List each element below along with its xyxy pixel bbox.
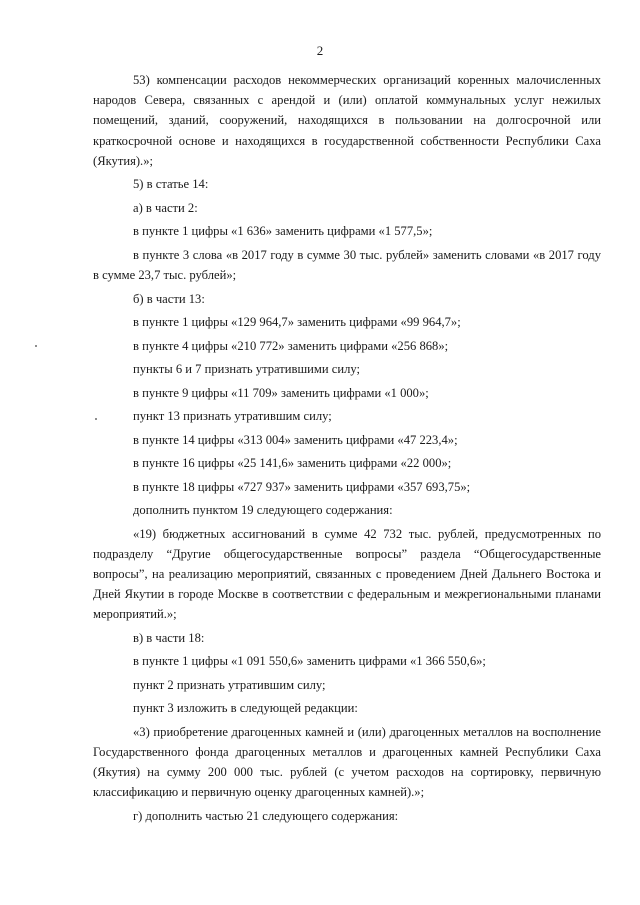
paragraph-part-2: а) в части 2: (133, 200, 198, 215)
paragraph-item-1-part-2: в пункте 1 цифры «1 636» заменить цифрами «1 577,5»; (133, 224, 433, 239)
paragraph-item-3-text: «3) приобретение драгоценных камней и (или) драгоценных металлов на восполнение Государственного фонда драгоценных металлов и драгоценных камней Республики Саха (Якутия) на сумму 200 000 тыс. рублей (с учетом расходов на сортировку, первичную классификацию и первичную оценку драгоценных камней).»; (93, 724, 601, 800)
paragraph-item-2-part-18: пункт 2 признать утратившим силу; (133, 677, 326, 692)
paragraph-item-4-part-13: в пункте 4 цифры «210 772» заменить цифрами «256 868»; (133, 338, 449, 353)
paragraph-item-16: в пункте 16 цифры «25 141,6» заменить цифрами «22 000»; (133, 456, 452, 471)
paragraph-item-3-intro: пункт 3 изложить в следующей редакции: (133, 701, 358, 716)
scan-speck (35, 345, 37, 347)
scan-speck (95, 418, 97, 420)
paragraph-53-compensation: 53) компенсации расходов некоммерческих организаций коренных малочисленных народов Севера, связанных с арендой и (или) оплатой коммунальных услуг нежилых помещений, зданий, сооружений, находящихся в пользовании на долгосрочной или краткосрочной основе и находящихся в государственной собственности Республики Саха (Якутия).»; (93, 73, 601, 168)
paragraph-item-1-part-18: в пункте 1 цифры «1 091 550,6» заменить цифрами «1 366 550,6»; (133, 654, 486, 669)
paragraph-item-18: в пункте 18 цифры «727 937» заменить цифрами «357 693,75»; (133, 479, 471, 494)
document-body (93, 70, 601, 829)
paragraph-add-part-21: г) дополнить частью 21 следующего содержания: (133, 808, 399, 823)
paragraph-item-9: в пункте 9 цифры «11 709» заменить цифрами «1 000»; (133, 385, 429, 400)
paragraph-part-13: б) в части 13: (133, 291, 205, 306)
paragraph-item-1-part-13: в пункте 1 цифры «129 964,7» заменить цифрами «99 964,7»; (133, 315, 461, 330)
page-number: 2 (316, 43, 324, 58)
paragraph-items-6-7: пункты 6 и 7 признать утратившими силу; (133, 362, 361, 377)
paragraph-item-19-text: «19) бюджетных ассигнований в сумме 42 732 тыс. рублей, предусмотренных по подразделу “Другие общегосударственные вопросы” раздела “Общегосударственные вопросы”, на реализацию мероприятий, связанных с проведением Дней Дальнего Востока и Дней Якутии в городе Москве в соответствии с федеральным и межрегиональными планами мероприятий.»; (93, 526, 601, 622)
paragraph-add-item-19: дополнить пунктом 19 следующего содержания: (133, 503, 393, 518)
paragraph-part-18: в) в части 18: (133, 630, 205, 645)
paragraph-item-13: пункт 13 признать утратившим силу; (133, 409, 332, 424)
paragraph-article-14: 5) в статье 14: (133, 177, 209, 192)
paragraph-item-14: в пункте 14 цифры «313 004» заменить цифрами «47 223,4»; (133, 432, 458, 447)
paragraph-item-3-part-2: в пункте 3 слова «в 2017 году в сумме 30 тыс. рублей» заменить словами «в 2017 году в сумме 23,7 тыс. рублей»; (93, 247, 601, 283)
